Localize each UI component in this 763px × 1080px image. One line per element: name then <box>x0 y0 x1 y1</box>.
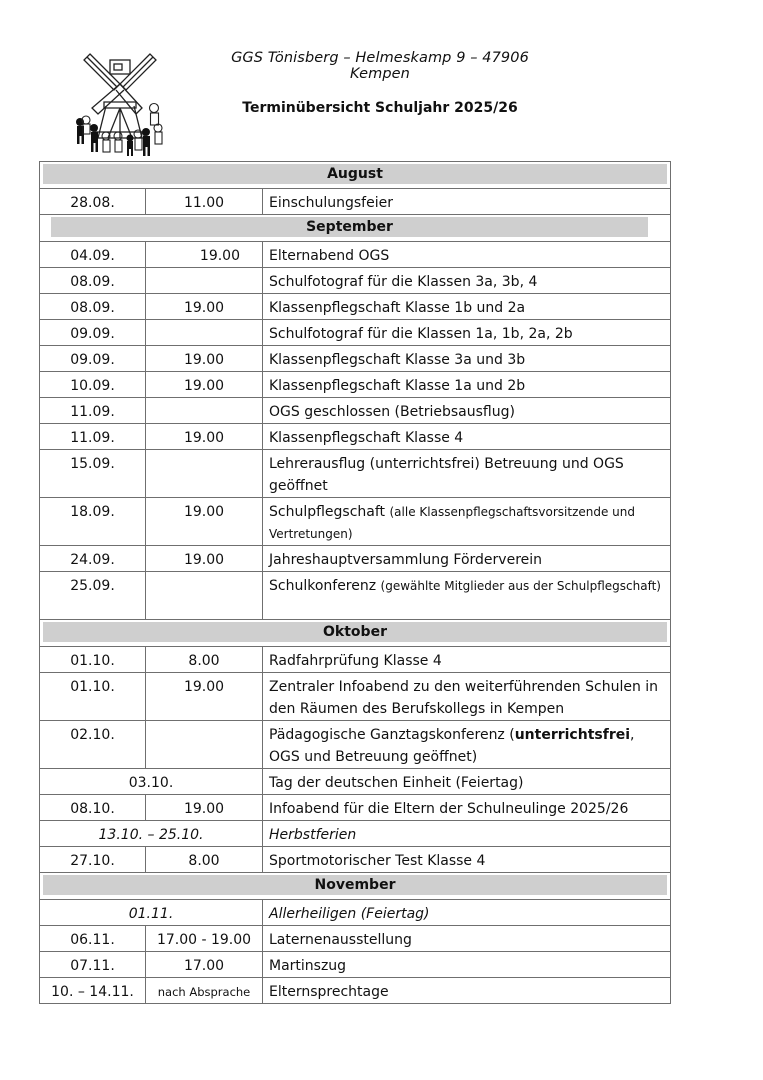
event-time: 8.00 <box>146 647 263 673</box>
event-date: 09.09. <box>40 346 146 372</box>
event-date: 07.11. <box>40 952 146 978</box>
event-date: 01.10. <box>40 673 146 721</box>
event-time <box>146 721 263 769</box>
month-header-row <box>40 620 671 647</box>
table-row <box>40 372 671 398</box>
event-time <box>146 268 263 294</box>
table-row <box>40 268 671 294</box>
event-time: 19.00 <box>146 498 263 546</box>
event-description: Radfahrprüfung Klasse 4 <box>263 647 671 673</box>
table-row <box>40 189 671 215</box>
event-description: Zentraler Infoabend zu den weiterführenden Schulen in den Räumen des Berufskollegs in Kempen <box>263 673 671 721</box>
schedule-table <box>39 161 671 1004</box>
month-header-row <box>40 873 671 900</box>
event-time <box>146 450 263 498</box>
event-text: Pädagogische Ganztagskonferenz ( <box>269 727 515 743</box>
month-label: August <box>43 164 667 184</box>
event-description: Klassenpflegschaft Klasse 1a und 2b <box>263 372 671 398</box>
table-row <box>40 647 671 673</box>
event-description: Laternenausstellung <box>263 926 671 952</box>
event-time: 17.00 - 19.00 <box>146 926 263 952</box>
event-note: (alle Klassenpflegschaftsvorsitzende und Vertretungen) <box>269 505 636 541</box>
document-title: Terminübersicht Schuljahr 2025/26 <box>242 100 518 116</box>
event-time: nach Absprache <box>146 978 263 1004</box>
table-row <box>40 242 671 268</box>
event-description: Jahreshauptversammlung Förderverein <box>263 546 671 572</box>
table-row <box>40 900 671 926</box>
event-title: Schulkonferenz <box>269 578 377 594</box>
month-header-row <box>40 215 671 242</box>
event-date: 08.09. <box>40 294 146 320</box>
event-title: Schulpflegschaft <box>269 504 386 520</box>
event-date: 28.08. <box>40 189 146 215</box>
event-date: 10.09. <box>40 372 146 398</box>
event-description: OGS geschlossen (Betriebsausflug) <box>263 398 671 424</box>
table-row <box>40 952 671 978</box>
event-date: 03.10. <box>40 769 263 795</box>
month-label: November <box>43 875 667 895</box>
event-date: 25.09. <box>40 572 146 620</box>
event-text-bold: unterrichtsfrei <box>514 727 631 743</box>
event-time: 19.00 <box>146 673 263 721</box>
month-header-row <box>40 162 671 189</box>
event-date: 09.09. <box>40 320 146 346</box>
event-description: Lehrerausflug (unterrichtsfrei) Betreuung und OGS geöffnet <box>263 450 671 498</box>
event-text: , OGS und Betreuung geöffnet) <box>269 727 635 765</box>
event-time: 17.00 <box>146 952 263 978</box>
event-description: Elternabend OGS <box>263 242 671 268</box>
event-date: 08.09. <box>40 268 146 294</box>
event-date: 11.09. <box>40 398 146 424</box>
event-time: 19.00 <box>146 795 263 821</box>
event-description: Klassenpflegschaft Klasse 4 <box>263 424 671 450</box>
table-row <box>40 450 671 498</box>
table-row <box>40 398 671 424</box>
event-time: 19.00 <box>146 546 263 572</box>
event-date: 08.10. <box>40 795 146 821</box>
event-time: 19.00 <box>146 242 263 268</box>
table-row <box>40 424 671 450</box>
event-date: 01.11. <box>40 900 263 926</box>
table-row <box>40 294 671 320</box>
event-description: Klassenpflegschaft Klasse 3a und 3b <box>263 346 671 372</box>
event-description: Allerheiligen (Feiertag) <box>263 900 671 926</box>
event-description: Sportmotorischer Test Klasse 4 <box>263 847 671 873</box>
event-date: 13.10. – 25.10. <box>40 821 263 847</box>
event-date: 06.11. <box>40 926 146 952</box>
event-date: 11.09. <box>40 424 146 450</box>
table-row <box>40 978 671 1004</box>
table-row <box>40 320 671 346</box>
event-description: Tag der deutschen Einheit (Feiertag) <box>263 769 671 795</box>
table-row <box>40 769 671 795</box>
table-row <box>40 346 671 372</box>
event-date: 04.09. <box>40 242 146 268</box>
event-description: Einschulungsfeier <box>263 189 671 215</box>
event-date: 27.10. <box>40 847 146 873</box>
event-date: 15.09. <box>40 450 146 498</box>
event-description: Schulfotograf für die Klassen 3a, 3b, 4 <box>263 268 671 294</box>
table-row <box>40 572 671 620</box>
event-time: 19.00 <box>146 372 263 398</box>
event-description: Schulfotograf für die Klassen 1a, 1b, 2a, 2b <box>263 320 671 346</box>
event-time <box>146 572 263 620</box>
school-address-line: GGS Tönisberg – Helmeskamp 9 – 47906 Kempen <box>231 50 529 82</box>
table-row <box>40 847 671 873</box>
event-time <box>146 320 263 346</box>
event-description <box>263 721 671 769</box>
event-date: 02.10. <box>40 721 146 769</box>
month-label: September <box>51 217 648 237</box>
table-row <box>40 721 671 769</box>
event-description: Elternsprechtage <box>263 978 671 1004</box>
table-row <box>40 546 671 572</box>
event-date: 18.09. <box>40 498 146 546</box>
event-time: 19.00 <box>146 424 263 450</box>
event-description: Infoabend für die Eltern der Schulneulinge 2025/26 <box>263 795 671 821</box>
event-time: 19.00 <box>146 294 263 320</box>
event-time <box>146 398 263 424</box>
table-row <box>40 821 671 847</box>
event-time: 11.00 <box>146 189 263 215</box>
table-row <box>40 498 671 546</box>
table-row <box>40 795 671 821</box>
event-description: Martinszug <box>263 952 671 978</box>
event-description <box>263 572 671 620</box>
windmill-children-logo <box>72 46 168 158</box>
event-date: 10. – 14.11. <box>40 978 146 1004</box>
event-date: 24.09. <box>40 546 146 572</box>
event-time: 19.00 <box>146 346 263 372</box>
event-note: (gewählte Mitglieder aus der Schulpflegschaft) <box>380 579 661 593</box>
event-time: 8.00 <box>146 847 263 873</box>
table-row <box>40 926 671 952</box>
event-description: Klassenpflegschaft Klasse 1b und 2a <box>263 294 671 320</box>
table-row <box>40 673 671 721</box>
event-description <box>263 498 671 546</box>
event-description: Herbstferien <box>263 821 671 847</box>
month-label: Oktober <box>43 622 667 642</box>
event-date: 01.10. <box>40 647 146 673</box>
